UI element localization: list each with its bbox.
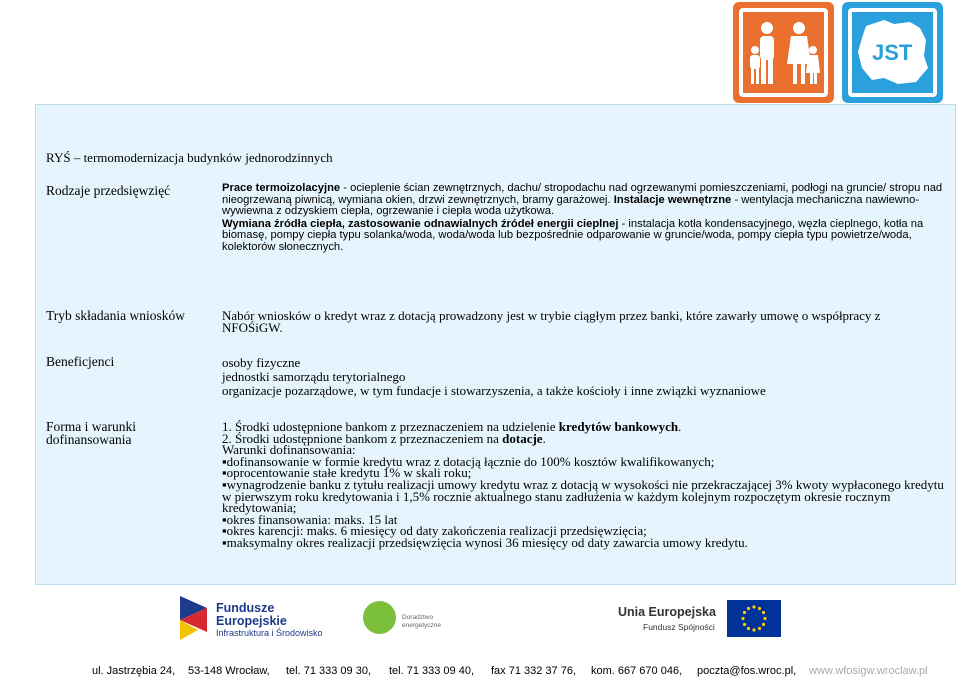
family-logo: [733, 2, 834, 103]
footer-fax: fax 71 332 37 76,: [491, 665, 577, 677]
forma-label-line-1: Forma i warunki: [46, 419, 136, 434]
forma-line-1-end: .: [678, 419, 682, 434]
rodzaje-paragraph-2: [222, 219, 944, 254]
warunki-heading: Warunki dofinansowania:: [222, 442, 356, 458]
fundusz-spojnosci-subtitle: Fundusz Spójności: [643, 622, 715, 632]
fundusze-line-1: Fundusze: [216, 601, 275, 615]
beneficjenci-item: jednostki samorządu terytorialnego: [222, 369, 406, 384]
fundusze-europejskie-flag-icon: [180, 596, 207, 640]
rodzaje-content: [222, 183, 944, 253]
forma-line-2-bold: dotacje: [502, 430, 543, 446]
footer-address: ul. Jastrzębia 24,: [92, 665, 176, 677]
jst-logo: [842, 2, 943, 103]
unia-europejska-title: Unia Europejska: [618, 605, 716, 619]
forma-line-2-text: 2. Środki udostępnione bankom z przeznaczeniem na: [222, 430, 503, 446]
rodzaje-label: Rodzaje przedsięwzięć: [46, 183, 171, 198]
rodzaje-bold-2: Instalacje wewnętrzne: [613, 193, 732, 206]
fundusze-europejskie-title: [216, 602, 287, 628]
forma-label: [46, 420, 136, 446]
rodzaje-bold-1: Prace termoizolacyjne: [222, 182, 341, 194]
jst-logo-text: JST: [872, 40, 913, 65]
tryb-label: Tryb składania wniosków: [46, 308, 186, 323]
tryb-content: Nabór wniosków o kredyt wraz z dotacją prowadzony jest w trybie ciągłym przez banki, które zawarły umowę o współpracy z NFOŚiGW.: [222, 308, 881, 335]
doradztwo-energetyczne-icon: [363, 601, 396, 634]
beneficjenci-item: organizacje pozarządowe, w tym fundacje i stowarzyszenia, a także kościoły i inne związki wyznaniowe: [222, 383, 766, 398]
eu-flag-icon: [727, 600, 781, 637]
beneficjenci-item: osoby fizyczne: [222, 355, 301, 370]
beneficjenci-label: Beneficjenci: [46, 354, 115, 369]
family-icon: [747, 20, 820, 86]
footer-website[interactable]: www.wfosigw.wroclaw.pl: [809, 665, 928, 677]
footer-city: 53-148 Wrocław,: [188, 665, 270, 677]
rodzaje-text-1: - ocieplenie ścian zewnętrznych, dachu/ stropodachu nad ogrzewanymi pomieszczeniami, podłogi na gruncie/ stropu nad nieogrzewaną piwnicą, wymiana okien, drzwi zewnętrznych, bramy garażowej.: [222, 182, 943, 206]
rodzaje-paragraph-1: [222, 183, 944, 218]
forma-line-1-bold: kredytów bankowych: [558, 419, 679, 434]
warunki-bullet: ▪ okres karencji: maks. 6 miesięcy od daty zakończenia realizacji przedsięwzięcia;: [222, 525, 944, 537]
fundusze-europejskie-subtitle: Infrastruktura i Środowisko: [216, 628, 323, 638]
footer-email[interactable]: poczta@fos.wroc.pl,: [697, 665, 797, 677]
doradztwo-line-1: Doradztwo: [402, 614, 434, 621]
warunki-bullet: ▪ wynagrodzenie banku z tytułu realizacji umowy kredytu wraz z dotacją w wysokości nie przekraczającej 3% kwoty wypłaconego kredytu w pierwszym roku kredytowania i 1,5% rocznie aktualnego stanu zadłużenia w każdym kolejnym rozpoczętym okresie rocznym kredytowania;: [222, 479, 944, 514]
footer-tel-1: tel. 71 333 09 30,: [286, 665, 372, 677]
doradztwo-energetyczne-text: [402, 614, 441, 630]
forma-label-line-2: dofinansowania: [46, 432, 132, 447]
warunki-bullet: ▪ oprocentowanie stałe kredytu 1% w skali roku;: [222, 467, 944, 479]
footer-contact: [0, 665, 960, 679]
doradztwo-line-2: energetyczne: [402, 622, 442, 629]
warunki-bullet: ▪ okres finansowania: maks. 15 lat: [222, 514, 944, 526]
footer-mobile: kom. 667 670 046,: [591, 665, 683, 677]
fundusze-line-2: Europejskie: [216, 614, 287, 628]
rodzaje-text-3: - instalacja kotła kondensacyjnego, węzła cieplnego, kotła na biomasę, pompy ciepła typu solanka/woda, woda/woda lub bezpośrednie odparowanie w gruncie/woda, pompy ciepła typu powietrze/woda, kolektorów słonecznych.: [222, 217, 924, 253]
warunki-bullet: ▪ dofinansowanie w formie kredytu wraz z dotacją łącznie do 100% kosztów kwalifikowanych;: [222, 456, 944, 468]
forma-line-1-text: 1. Środki udostępnione bankom z przeznaczeniem na udzielenie: [222, 419, 559, 434]
page-title: RYŚ – termomodernizacja budynków jednorodzinnych: [46, 150, 333, 165]
footer-tel-2: tel. 71 333 09 40,: [389, 665, 475, 677]
forma-line-2-end: .: [542, 430, 546, 446]
beneficjenci-list: [222, 356, 944, 398]
rodzaje-bold-3: Wymiana źródła ciepła, zastosowanie odnawialnych źródeł energii cieplnej: [222, 217, 619, 230]
rodzaje-text-2: - wentylacja mechaniczna nawiewno-wywiewna z odzyskiem ciepła, ogrzewanie i ciepła woda użytkowa.: [222, 193, 920, 217]
forma-content: [222, 421, 944, 549]
warunki-bullet: ▪ maksymalny okres realizacji przedsięwzięcia wynosi 36 miesięcy od daty zawarcia umowy kredytu.: [222, 537, 944, 549]
